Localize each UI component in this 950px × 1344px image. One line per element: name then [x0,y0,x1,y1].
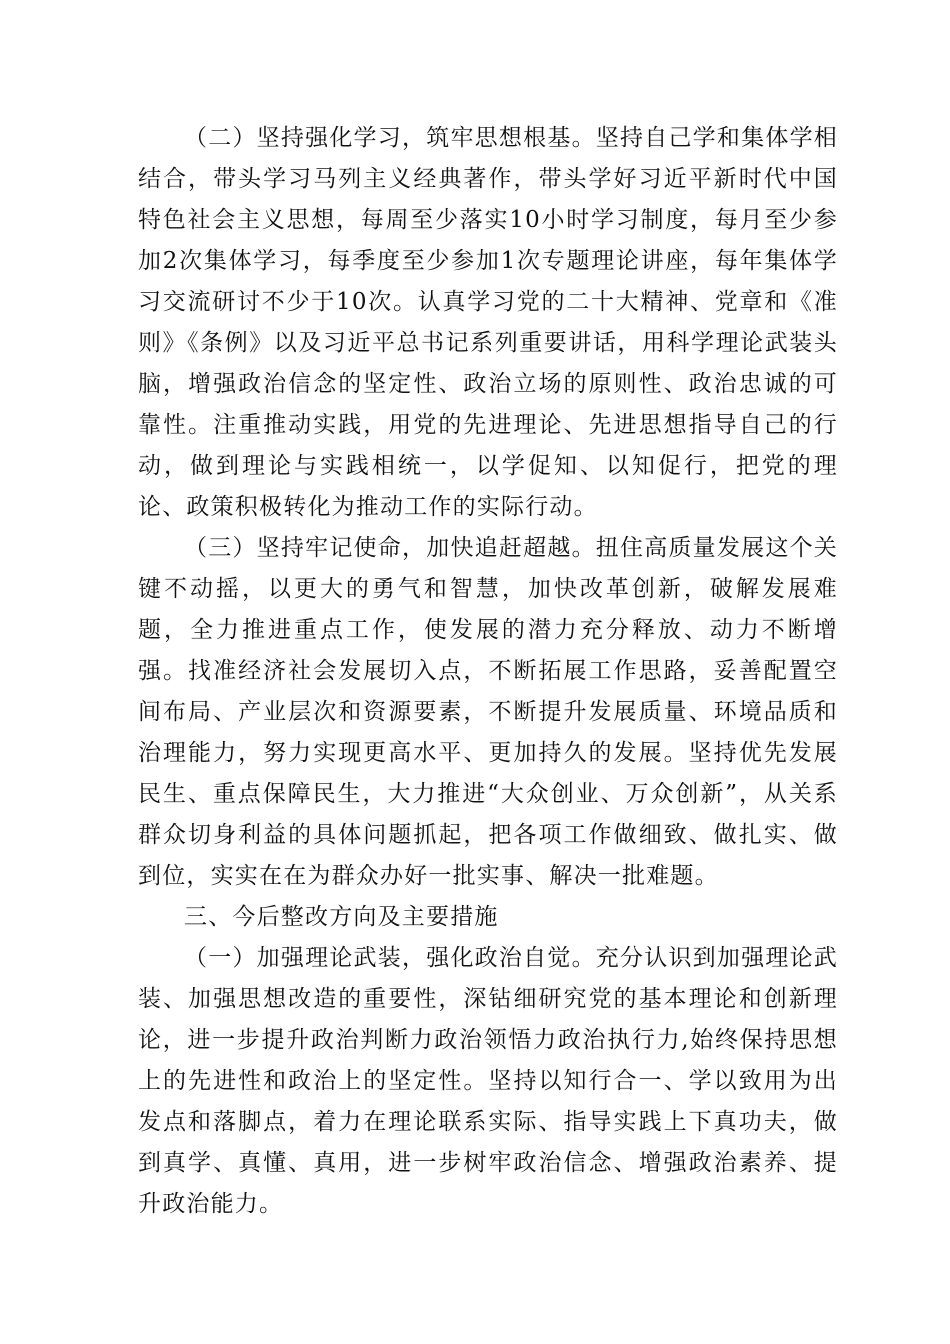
paragraph-study: （二）坚持强化学习，筑牢思想根基。坚持自己学和集体学相结合，带头学习马列主义经典著作，带头学好习近平新时代中国特色社会主义思想，每周至少落实10小时学习制度，每月至少参加2次集体学习，每季度至少参加1次专题理论讲座，每年集体学习交流研讨不少于10次。认真学习党的二十大精神、党章和《准则》《条例》以及习近平总书记系列重要讲话，用科学理论武装头脑，增强政治信念的坚定性、政治立场的原则性、政治忠诚的可靠性。注重推动实践，用党的先进理论、先进思想指导自己的行动，做到理论与实践相统一，以学促知、以知促行，把党的理论、政策积极转化为推动工作的实际行动。 [138,125,838,520]
document-body [138,118,838,1225]
paragraph-theory: （一）加强理论武装，强化政治自觉。充分认识到加强理论武装、加强思想改造的重要性，深钻细研究党的基本理论和创新理论，进一步提升政治判断力政治领悟力政治执行力,始终保持思想上的先进性和政治上的坚定性。坚持以知行合一、学以致用为出发点和落脚点，着力在理论联系实际、指导实践上下真功夫，做到真学、真懂、真用，进一步树牢政治信念、增强政治素养、提升政治能力。 [138,945,838,1217]
paragraph-mission: （三）坚持牢记使命，加快追赶超越。扭住高质量发展这个关键不动摇，以更大的勇气和智慧，加快改革创新，破解发展难题，全力推进重点工作，使发展的潜力充分释放、动力不断增强。找准经济社会发展切入点，不断拓展工作思路，妥善配置空间布局、产业层次和资源要素，不断提升发展质量、环境品质和治理能力，努力实现更高水平、更加持久的发展。坚持优先发展民生、重点保障民生，大力推进“大众创业、万众创新”，从关系群众切身利益的具体问题抓起，把各项工作做细致、做扎实、做到位，实实在在为群众办好一批实事、解决一批难题。 [138,535,838,889]
section-heading: 三、今后整改方向及主要措施 [184,904,499,930]
